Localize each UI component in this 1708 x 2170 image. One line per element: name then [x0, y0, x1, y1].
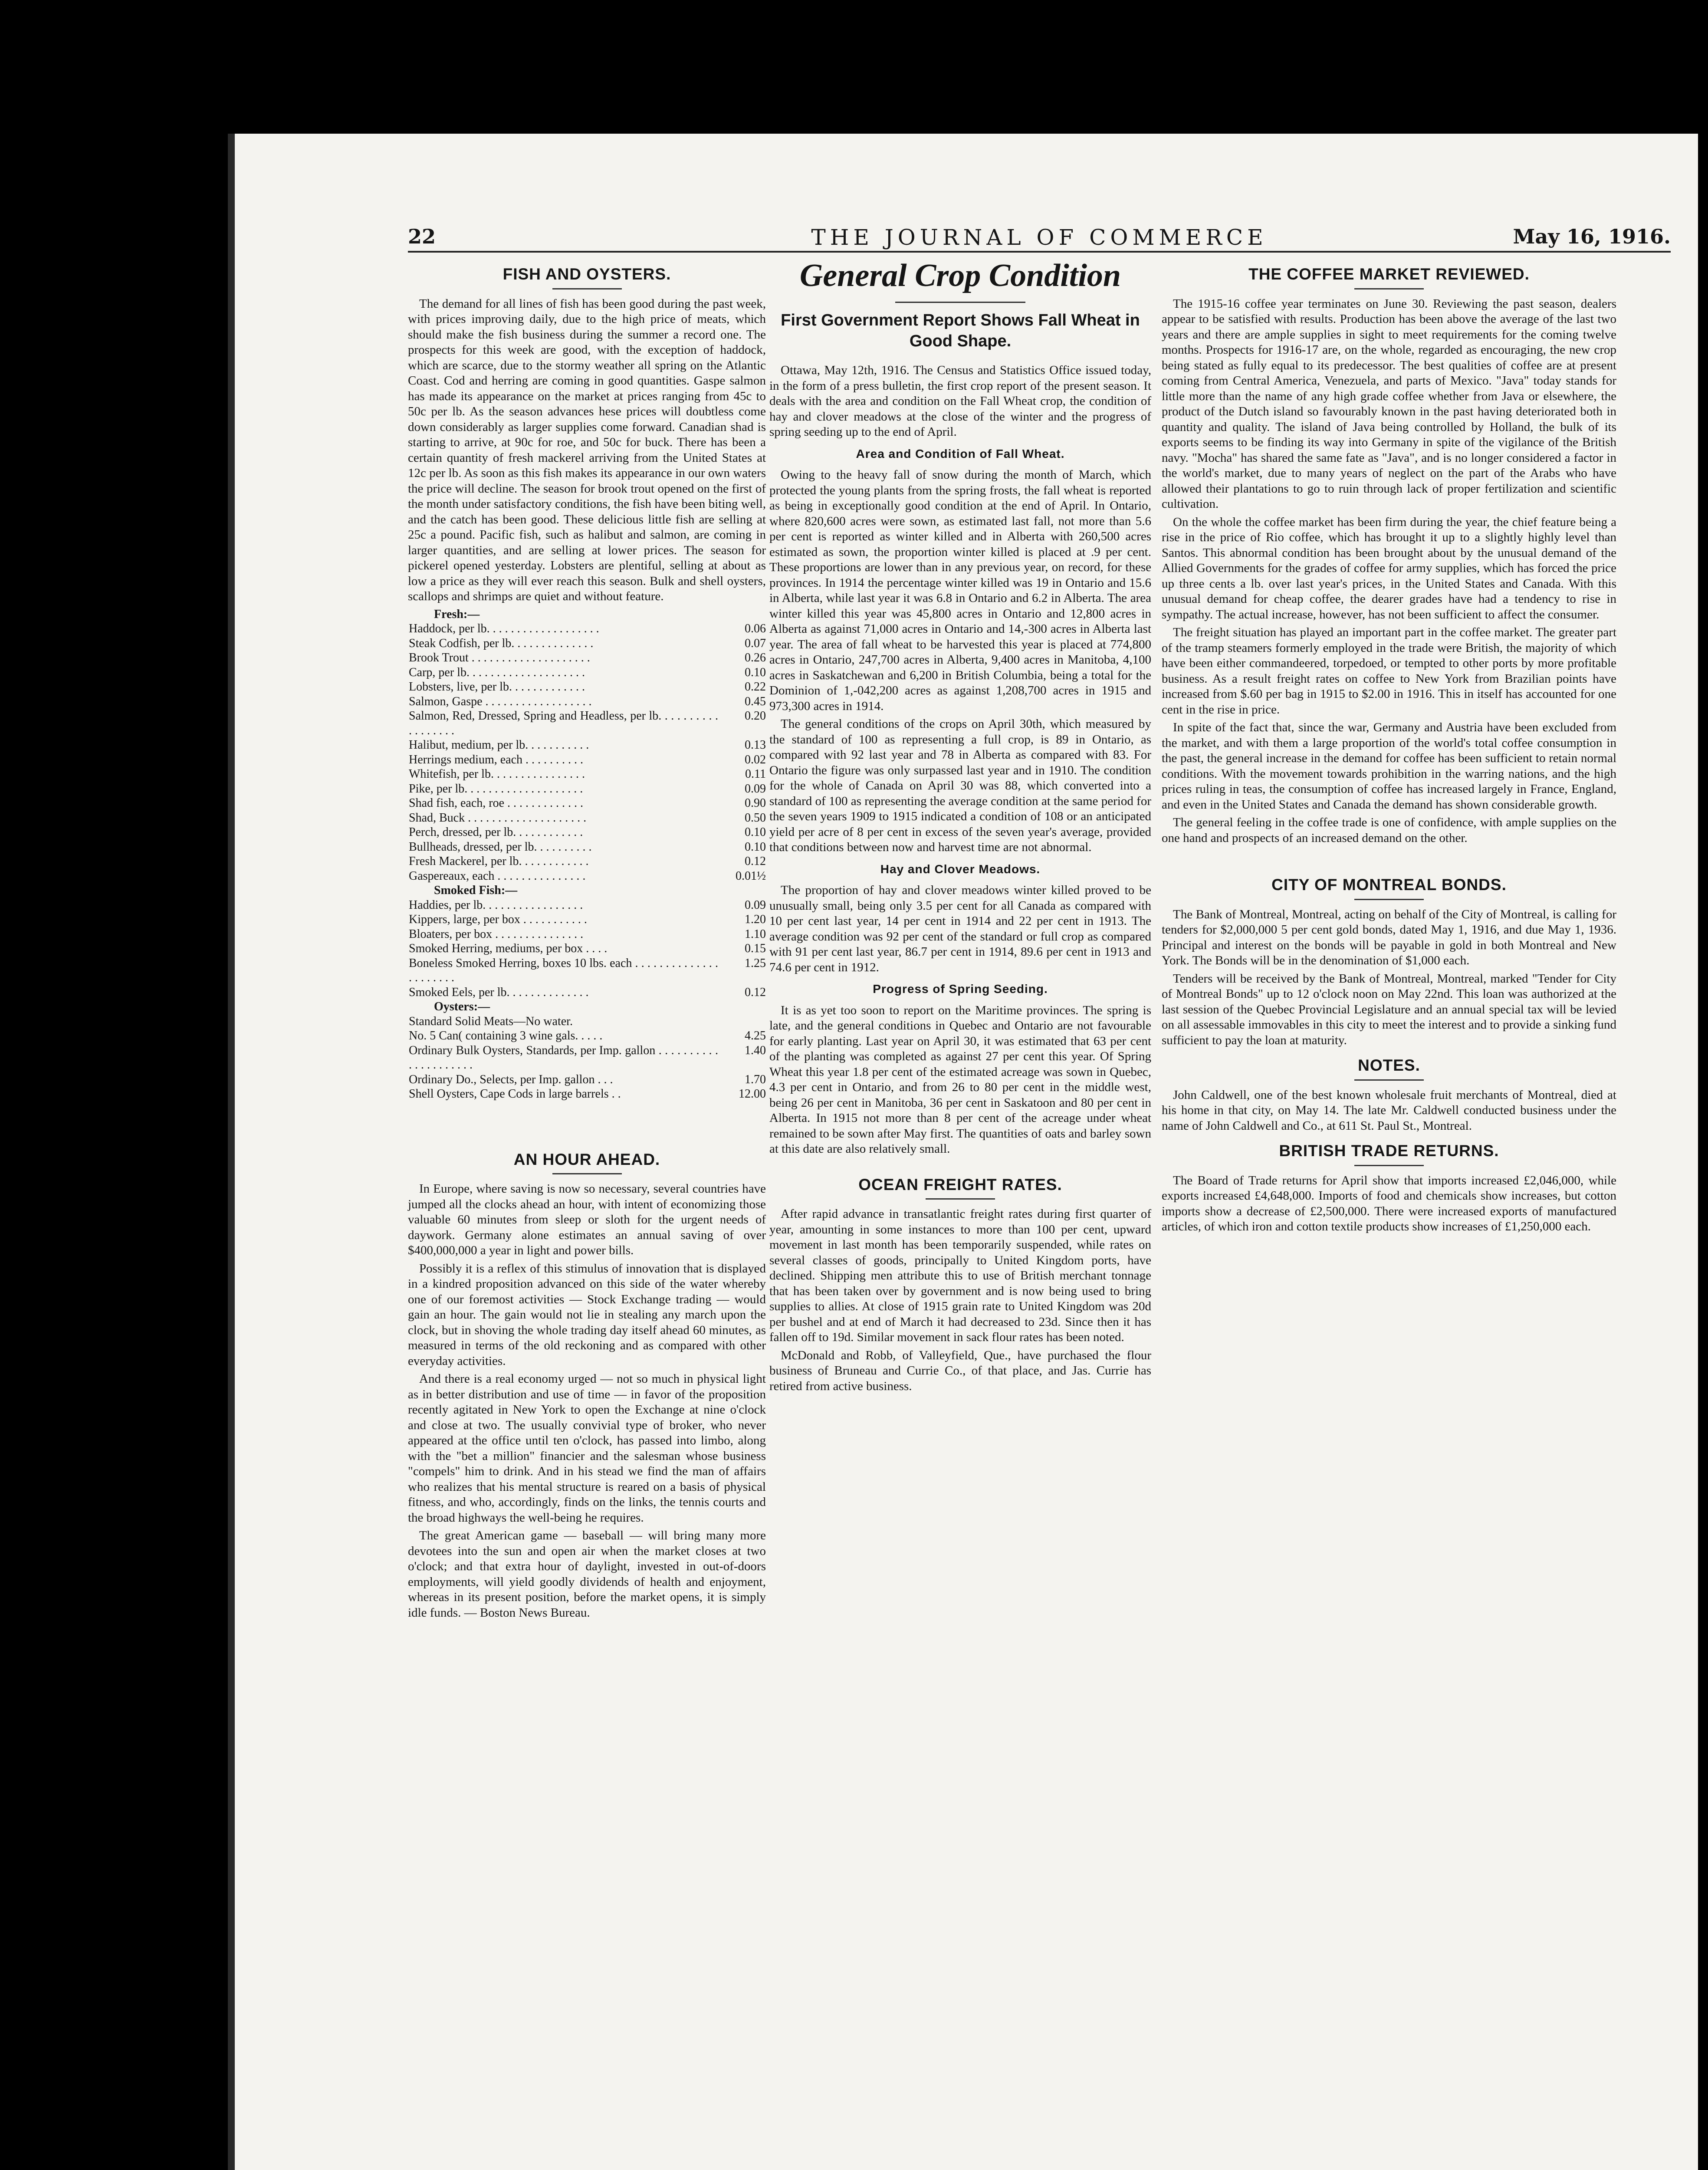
- price-row: [408, 825, 766, 840]
- price-row: [408, 753, 766, 767]
- price-row: [408, 796, 766, 811]
- price-row: [408, 694, 766, 709]
- heading-rule: [926, 1198, 995, 1200]
- coffee-heading: THE COFFEE MARKET REVIEWED.: [1248, 265, 1530, 283]
- price-row: [408, 956, 766, 985]
- issue-date: May 16, 1916.: [1513, 225, 1671, 248]
- price-row: [408, 1043, 766, 1072]
- price-item-name: Herrings medium, each . . . . . . . . . .: [409, 753, 584, 766]
- price-item-name: Steak Codfish, per lb. . . . . . . . . . . . . .: [409, 636, 594, 650]
- column-right: [1162, 264, 1616, 1237]
- price-row: [408, 738, 766, 753]
- price-row: [408, 665, 766, 680]
- freight-paragraph: After rapid advance in transatlantic freight rates during first quarter of year, amounting in some instances to more than 100 per cent, upward movement in last month has been temporarily suspended, while rates on several classes of goods, principally to United Kingdom ports, have declined. Shipping men attribute this to use of British merchant tonnage that has been taken over by government and is now being used to bring supplies to allies. At close of 1915 grain rate to United Kingdom was 20d per bushel and at end of March it had decreased to 23d. Since then it has fallen off to 19d. Similar movement in sack flour rates has been noted.: [769, 1207, 1151, 1344]
- price-item-value: 4.25: [745, 1029, 766, 1042]
- price-item-name: Boneless Smoked Herring, boxes 10 lbs. each . . . . . . . . . . . . . . . . . . . . . .: [409, 956, 718, 984]
- price-item-value: 0.01½: [736, 869, 766, 883]
- price-item-value: 0.90: [745, 796, 766, 810]
- price-row: [408, 927, 766, 942]
- price-item-name: Ordinary Bulk Oysters, Standards, per Imp. gallon . . . . . . . . . . . . . . . . . . . . .: [409, 1043, 718, 1072]
- freight-heading: OCEAN FREIGHT RATES.: [858, 1175, 1062, 1194]
- price-row: [408, 840, 766, 855]
- price-row: [408, 680, 766, 694]
- price-row: [408, 898, 766, 913]
- heading-rule: [895, 302, 1025, 303]
- price-item-value: 0.50: [745, 811, 766, 825]
- price-item-value: 0.02: [745, 753, 766, 766]
- price-item-value: 0.26: [745, 651, 766, 664]
- price-item-value: [718, 1014, 766, 1029]
- crop-subheading-hay: Hay and Clover Meadows.: [880, 862, 1041, 876]
- price-row: [408, 782, 766, 796]
- price-item-name: Pike, per lb. . . . . . . . . . . . . . . . . . . .: [409, 782, 583, 796]
- price-item-value: 0.10: [745, 825, 766, 839]
- price-item-name: Lobsters, live, per lb. . . . . . . . . . . . .: [409, 680, 585, 694]
- price-group-label: Smoked Fish:—: [434, 884, 518, 897]
- masthead-title: THE JOURNAL OF COMMERCE: [811, 225, 1268, 250]
- price-item-value: 0.20: [745, 709, 766, 723]
- price-item-value: 1.25: [745, 956, 766, 970]
- crop-intro: Ottawa, May 12th, 1916. The Census and Statistics Office issued today, in the form of a press bulletin, the first crop report of the present season. It deals with the area and condition on the Fall Wheat crop, the condition of hay and clover meadows at the close of the winter and the progress of spring seeding up to the end of April.: [769, 363, 1151, 439]
- price-item-name: Carp, per lb. . . . . . . . . . . . . . . . . . . .: [409, 665, 585, 679]
- hour-paragraph: The great American game — baseball — will bring many more devotees into the sun and open air when the market closes at two o'clock; and that extra hour of daylight, invested in out-of-doors employments, will yield goodly dividends of health and enjoyment, whereas in its present position, before the market opens, it is simply idle funds. — Boston News Bureau.: [408, 1529, 766, 1620]
- price-item-value: 1.40: [745, 1043, 766, 1057]
- price-item-value: 0.09: [745, 898, 766, 912]
- crop-paragraph: The proportion of hay and clover meadows winter killed proved to be unusually small, being only 3.5 per cent for all Canada as compared with 10 per cent last year, 14 per cent in 1914 and 22 per cent in 1913. The average condition was 92 per cent of the standard or full crop as compared with 91 per cent last year, 86.7 per cent in 1914, 89.6 per cent in 1913 and 74.6 per cent in 1912.: [769, 883, 1151, 974]
- coffee-paragraph: In spite of the fact that, since the war, Germany and Austria have been excluded from the market, and with them a large proportion of the world's total coffee consumption in the past, the general increase in the demand for coffee has been sufficient to retain normal conditions. With the movement towards prohibition in the warring nations, and the high prices ruling in teas, the consumption of coffee has increased largely in France, England, and even in the United States and Canada the demand has shown considerable growth.: [1162, 720, 1616, 812]
- heading-rule: [1354, 1079, 1424, 1081]
- hour-paragraph: In Europe, where saving is now so necessary, several countries have jumped all the clocks ahead an hour, with intent of economizing those valuable 60 minutes from sleep or sloth for the urgent needs of daywork. Germany alone estimates an annual saving of over $400,000,000 a year in light and power bills.: [408, 1182, 766, 1257]
- price-item-name: Whitefish, per lb. . . . . . . . . . . . . . . .: [409, 767, 585, 781]
- price-item-value: 0.10: [745, 840, 766, 854]
- crop-subheading-seeding: Progress of Spring Seeding.: [873, 982, 1048, 996]
- notes-paragraph: John Caldwell, one of the best known wholesale fruit merchants of Montreal, died at his home in that city, on May 14. The late Mr. Caldwell conducted business under the name of John Caldwell and Co., at 611 St. Paul St., Montreal.: [1162, 1088, 1616, 1133]
- price-item-value: 0.22: [745, 680, 766, 694]
- price-row: [408, 811, 766, 825]
- fish-price-list: [408, 607, 766, 1101]
- price-item-name: Brook Trout . . . . . . . . . . . . . . . . . . . .: [409, 651, 590, 664]
- heading-rule: [1354, 1165, 1424, 1166]
- price-item-name: Standard Solid Meats—No water.: [409, 1014, 573, 1028]
- price-item-name: No. 5 Can( containing 3 wine gals. . . . .: [409, 1029, 603, 1042]
- price-row: [408, 869, 766, 884]
- coffee-paragraph: The freight situation has played an important part in the coffee market. The greater part of the tramp steamers formerly employed in the trade were British, the majority of which have been either commandeered, torpedoed, or tempted to other ports by more profitable business. As a result freight rates on coffee to New York from Brazilian points have increased from $.60 per bag in 1915 to $2.00 in 1916. This in itself has accounted for one cent in the rise in price.: [1162, 625, 1616, 717]
- bonds-paragraph: The Bank of Montreal, Montreal, acting on behalf of the City of Montreal, is calling for tenders for $2,000,000 5 per cent gold bonds, dated May 1, 1916, and due May 1, 1936. Principal and interest on the bonds will be payable in gold in both Montreal and New York. The Bonds will be in the denomination of $1,000 each.: [1162, 907, 1616, 967]
- price-item-value: 1.20: [745, 913, 766, 926]
- coffee-paragraph: On the whole the coffee market has been firm during the year, the chief feature being a rise in the price of Rio coffee, which has brought it up to a slightly highly level than Santos. This abnormal condition has been brought about by the unusual demand of the Allied Governments for the grades of coffee for army supplies, which has forced the price up three cents a lb. over last year's prices, in the United States and Canada. With this unusual demand for cheap coffee, the dearer grades have had a tendency to rise in sympathy. The actual increase, however, has not been sufficient to affect the consumer.: [1162, 515, 1616, 621]
- price-item-value: 1.70: [745, 1072, 766, 1086]
- price-item-value: 0.13: [745, 738, 766, 752]
- price-item-name: Smoked Eels, per lb. . . . . . . . . . . . . .: [409, 985, 589, 999]
- price-item-value: 0.07: [745, 636, 766, 650]
- crop-deck: First Government Report Shows Fall Wheat in Good Shape.: [781, 311, 1140, 350]
- price-item-name: Haddies, per lb. . . . . . . . . . . . . . . . .: [409, 898, 583, 912]
- bonds-heading: CITY OF MONTREAL BONDS.: [1271, 876, 1507, 894]
- price-item-name: Shad, Buck . . . . . . . . . . . . . . . . . . . .: [409, 811, 587, 825]
- price-item-name: Gaspereaux, each . . . . . . . . . . . . . . .: [409, 869, 586, 883]
- crop-paragraph: Owing to the heavy fall of snow during the month of March, which protected the young plants from the spring frosts, the fall wheat is reported as being in exceptionally good condition at the end of April. In Ontario, where 820,600 acres were sown, as estimated last fall, not more than 5.6 per cent is reported as winter killed and in Alberta with 260,500 acres estimated as sown, the proportion winter killed is placed at .9 per cent. These proportions are lower than in any previous year, on record, for these provinces. In 1914 the percentage winter killed was 19 in Ontario and 15.6 in Alberta, while last year it was 6.8 in Ontario and 6.2 in Alberta. The area winter killed this year was 45,800 acres in Ontario and 12,800 acres in Alberta as against 71,000 acres in Ontario and 14,-300 acres in Alberta last year. The area of fall wheat to be harvested this year is placed at 774,800 acres in Ontario, 247,700 acres in Alberta, 9,400 acres in Manitoba, 4,100 acres in Saskatchewan and 6,200 in British Columbia, being a total for the Dominion of 1,-042,200 acres as against 1,208,700 acres in 1915 and 973,300 acres in 1914.: [769, 468, 1151, 713]
- price-row: [408, 636, 766, 651]
- price-item-value: 1.10: [745, 927, 766, 941]
- freight-paragraph: McDonald and Robb, of Valleyfield, Que., have purchased the flour business of Bruneau and Currie Co., of that place, and Jas. Currie has retired from active business.: [769, 1348, 1151, 1393]
- heading-rule: [1354, 288, 1424, 289]
- price-group-label: Oysters:—: [434, 1000, 490, 1013]
- fish-body: The demand for all lines of fish has been good during the past week, with prices improving daily, due to the high price of meats, which should make the fish business during the summer a record one. The prospects for this week are good, with the exception of haddock, which are scarce, due to the stormy weather all spring on the Atlantic Coast. Cod and herring are coming in good quantities. Gaspe salmon has made its appearance on the market at prices ranging from 45c to 50c per lb. As the season advances hese prices will doubtless come down considerably as larger supplies come forward. Canadian shad is starting to arrive, at 90c for roe, and 50c for buck. There has been a certain quantity of fresh mackerel arriving from the United States at 12c per lb. As soon as this fish makes its appearance in our own waters the price will decline. The season for brook trout opened on the first of the month under satisfactory conditions, the fish have been biting well, and the catch has been good. These delicious little fish are selling at 25c a pound. Pacific fish, such as halibut and salmon, are coming in larger quantities, and are selling at lower prices. The season for pickerel opened yesterday. Lobsters are plentiful, selling at about as low a price as they will ever reach this season. Bulk and shell oysters, scallops and shrimps are quiet and without feature.: [408, 296, 766, 603]
- page-header: [408, 225, 1671, 253]
- price-item-name: Bloaters, per box . . . . . . . . . . . . . . .: [409, 927, 584, 941]
- crop-title: General Crop Condition: [799, 258, 1121, 293]
- price-item-value: 0.45: [745, 694, 766, 708]
- price-item-name: Salmon, Red, Dressed, Spring and Headless, per lb. . . . . . . . . . . . . . . . . .: [409, 709, 718, 737]
- column-left: [408, 264, 766, 1623]
- crop-subheading-fall-wheat: Area and Condition of Fall Wheat.: [856, 447, 1065, 460]
- price-row: [408, 1029, 766, 1043]
- coffee-paragraph: The 1915-16 coffee year terminates on June 30. Reviewing the past season, dealers appear to be satisfied with results. Production has been above the average of the last two years and there are ample supplies in sight to meet requirements for the coming twelve months. Prospects for 1916-17 are, on the whole, regarded as encouraging, the new crop being stated as fully equal to its predecessor. The best qualities of coffee are at present coming from Central America, Venezuela, and parts of Mexico. "Java" today stands for little more than the name of any high grade coffee whether from Java or elsewhere, the product of the Dutch island so favourably known in the past having deteriorated both in quantity and quality. The island of Java being controlled by Holland, the bulk of its exports seems to be finding its way into Germany in spite of the vigilance of the British navy. "Mocha" has shared the same fate as "Java", and is no longer considered a factor in the world's market, due to many years of neglect on the part of the Arabs who have allowed their plantations to go to ruin through lack of proper fertilization and scientific cultivation.: [1162, 296, 1616, 511]
- price-row: [408, 1072, 766, 1087]
- price-item-name: Shell Oysters, Cape Cods in large barrels . .: [409, 1087, 621, 1101]
- price-item-name: Haddock, per lb. . . . . . . . . . . . . . . . . . .: [409, 622, 599, 635]
- hour-paragraph: Possibly it is a reflex of this stimulus of innovation that is displayed in a kindred proposition advanced on this side of the water whereby one of our foremost activities — Stock Exchange trading — would gain an hour. The gain would not lie in stealing any march upon the clock, but in shoving the whole trading day itself ahead 60 minutes, as measured in terms of the old reckoning and as compared with other everyday activities.: [408, 1261, 766, 1368]
- price-item-name: Salmon, Gaspe . . . . . . . . . . . . . . . . . .: [409, 694, 592, 708]
- price-row: [408, 621, 766, 636]
- price-item-value: 0.10: [745, 665, 766, 679]
- price-item-value: 0.11: [745, 767, 766, 781]
- price-item-name: Halibut, medium, per lb. . . . . . . . . . .: [409, 738, 589, 752]
- heading-rule: [552, 1173, 622, 1174]
- price-row: [408, 767, 766, 782]
- price-row: [408, 709, 766, 738]
- heading-rule: [1354, 899, 1424, 900]
- price-row: [408, 1014, 766, 1029]
- coffee-paragraph: The general feeling in the coffee trade is one of confidence, with ample supplies on the one hand and prospects of an increased demand on the other.: [1162, 815, 1616, 845]
- price-item-name: Bullheads, dressed, per lb. . . . . . . . . .: [409, 840, 592, 854]
- price-row: [408, 1087, 766, 1101]
- crop-paragraph: It is as yet too soon to report on the Maritime provinces. The spring is late, and the general conditions in Quebec and Ontario are not favourable for early planting. Last year on April 30, it was estimated that 63 per cent of the planting was completed as against 27 per cent this year. Of Spring Wheat this year 1.8 per cent of the estimated acreage was sown in Quebec, 4.3 per cent in Ontario, and from 26 to 80 per cent in the middle west, being 26 per cent in Manitoba, 36 per cent in Saskatoon and 80 per cent in Alberta. In 1915 not more than 8 per cent of the acreage under wheat remained to be sown after May first. The quantities of oats and barley sown at this date are also relatively small.: [769, 1003, 1151, 1156]
- price-row: [408, 941, 766, 956]
- crop-paragraph: The general conditions of the crops on April 30th, which measured by the standard of 100 as representing a full crop, is 89 in Ontario, as compared with 92 last year and 78 in Alberta as compared with 83. For Ontario the figure was only surpassed last year and in 1910. The condition for the whole of Canada on April 30 was 88, which converted into a standard of 100 as representing the average condition at the same period for the seven years 1909 to 1915 indicated a condition of 108 or an anticipated yield per acre of 8 per cent in excess of the seven year's average, provided that conditions between now and harvest time are not abnormal.: [769, 717, 1151, 854]
- price-item-value: 0.12: [745, 855, 766, 868]
- price-group-label: Fresh:—: [434, 607, 480, 621]
- price-item-name: Perch, dressed, per lb. . . . . . . . . . . .: [409, 825, 583, 839]
- price-item-name: Ordinary Do., Selects, per Imp. gallon . . .: [409, 1072, 613, 1086]
- price-row: [408, 651, 766, 665]
- hour-paragraph: And there is a real economy urged — not so much in physical light as in better distribution and use of time — in favor of the proposition recently agitated in New York to open the Exchange at nine o'clock and close at two. The usually convivial type of broker, who never appeared at the office until ten o'clock, has passed into limbo, along with the "bet a million" financier and the salesman whose business "compels" him to drink. And in his stead we find the man of affairs who realizes that his mental structure is reared on a basis of physical fitness, and who, accordingly, finds on the links, the tennis courts and the broad highways the well-being he requires.: [408, 1372, 766, 1525]
- hour-heading: AN HOUR AHEAD.: [513, 1150, 660, 1168]
- column-middle: [769, 257, 1151, 1397]
- notes-heading: NOTES.: [1358, 1056, 1420, 1074]
- page-number: 22: [408, 225, 436, 248]
- heading-rule: [552, 288, 622, 289]
- price-item-name: Shad fish, each, roe . . . . . . . . . . . . .: [409, 796, 584, 810]
- price-item-name: Fresh Mackerel, per lb. . . . . . . . . . . .: [409, 855, 589, 868]
- price-item-value: 0.09: [745, 782, 766, 796]
- price-item-value: 12.00: [739, 1087, 766, 1101]
- price-item-value: 0.06: [745, 622, 766, 635]
- price-row: [408, 985, 766, 1000]
- trade-heading: BRITISH TRADE RETURNS.: [1279, 1142, 1499, 1160]
- price-item-name: Smoked Herring, mediums, per box . . . .: [409, 942, 608, 955]
- price-row: [408, 912, 766, 927]
- trade-paragraph: The Board of Trade returns for April show that imports increased £2,046,000, while exports increased £4,648,000. Imports of food and chemicals show increases, but cotton imports show a decrease of £2,500,000. There were increased exports of manufactured articles, of which iron and cotton textile products show increases of £1,250,000 each.: [1162, 1173, 1616, 1233]
- price-item-value: 0.12: [745, 985, 766, 999]
- page-content: [228, 134, 1698, 2170]
- price-row: [408, 854, 766, 869]
- price-item-value: 0.15: [745, 942, 766, 955]
- price-item-name: Kippers, large, per box . . . . . . . . . . .: [409, 913, 587, 926]
- bonds-paragraph: Tenders will be received by the Bank of Montreal, Montreal, marked "Tender for City of Montreal Bonds" up to 12 o'clock noon on May 22nd. This loan was authorized at the last session of the Quebec Provincial Legislature and an annual special tax will be levied on all assessable immovables in this city to meet the interest and to provide a sinking fund sufficient to pay the loan at maturity.: [1162, 971, 1616, 1047]
- fish-heading: FISH AND OYSTERS.: [503, 265, 671, 283]
